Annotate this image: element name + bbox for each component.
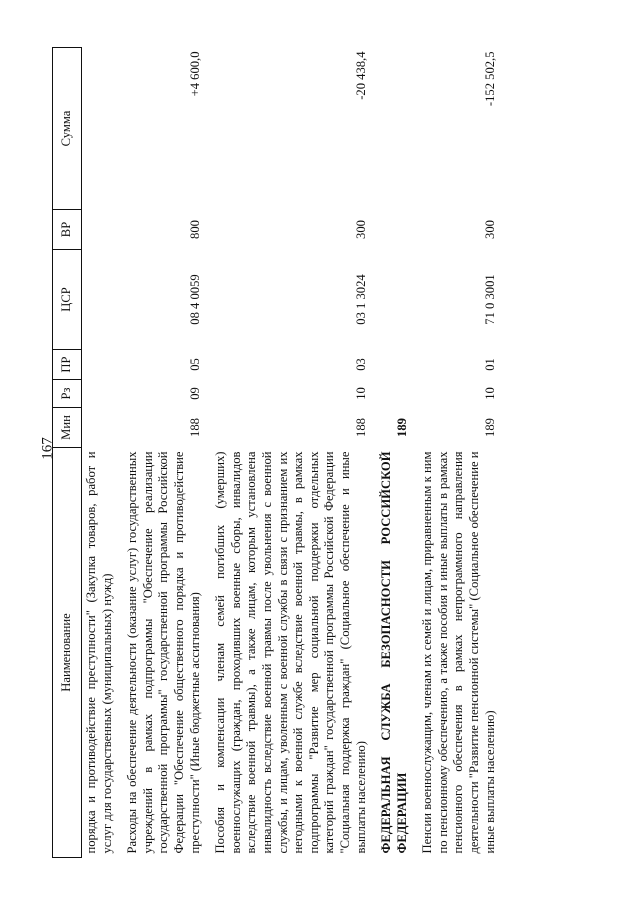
row-vr: 800 (187, 220, 202, 239)
row-rz (82, 380, 118, 408)
page-number: 167 (39, 437, 56, 460)
header-min: Мин (53, 408, 82, 448)
row-pr: 01 (482, 358, 497, 371)
row-vr (377, 210, 412, 250)
row-rz (377, 380, 412, 408)
header-sum: Сумма (53, 48, 82, 210)
header-csr: ЦСР (53, 250, 82, 350)
row-vr: 300 (353, 220, 368, 239)
row-sum: -20 438,4 (353, 51, 368, 100)
row-min (82, 408, 118, 448)
row-sum: +4 600,0 (187, 51, 202, 97)
row-rz: 09 (187, 387, 202, 400)
table-row (377, 48, 412, 858)
table-row (211, 48, 371, 858)
row-rz: 10 (482, 387, 497, 400)
row-name: Пособия и компенсации членам семей погибших (умерших) военнослужащих (граждан, проходивших военные сборы, инвалидов вследствие военной травмы), а также лицам, которым установлена инвалидность вследствие военной травмы после увольнения с военной службы, и лицам, уволенным с военной службы в связи с признанием их негодными к военной службе вследствие военной травмы, в рамках подпрограммы "Развитие мер социальной поддержки отдельных категорий граждан" государственной программы Российской Федерации "Социальная поддержка граждан" (Социальное обеспечение и иные выплаты населению) (213, 451, 368, 854)
header-name: Наименование (53, 448, 82, 858)
row-csr: 08 4 0059 (187, 274, 202, 325)
row-min: 188 (187, 418, 202, 437)
row-name-ministry: ФЕДЕРАЛЬНАЯ СЛУЖБА БЕЗОПАСНОСТИ РОССИЙСКОЙ ФЕДЕРАЦИИ (379, 451, 409, 854)
table-header-row (53, 48, 82, 858)
row-min: 188 (353, 418, 368, 437)
table-row (418, 48, 500, 858)
row-name: порядка и противодействие преступности" (Закупка товаров, работ и услуг для государственных (муниципальных) нужд) (84, 451, 114, 854)
row-csr (377, 250, 412, 350)
row-pr: 03 (353, 358, 368, 371)
table-row (82, 48, 118, 858)
row-name: Пенсии военнослужащим, членам их семей и лицам, приравненным к ним по пенсионному обеспечению, а также пособия и иные выплаты в рамках пенсионного обеспечения в рамках непрограммного направления деятельности "Развитие пенсионной системы" (Социальное обеспечение и иные выплаты населению) (420, 451, 497, 854)
header-rz: Рз (53, 380, 82, 408)
row-rz: 10 (353, 387, 368, 400)
row-sum (377, 48, 412, 210)
row-csr: 71 0 3001 (482, 274, 497, 325)
row-min: 189 (482, 418, 497, 437)
row-vr: 300 (482, 220, 497, 239)
table-row (123, 48, 205, 858)
row-sum (82, 48, 118, 210)
row-csr (82, 250, 118, 350)
rotated-table-container (52, 48, 587, 858)
row-min: 189 (394, 418, 409, 437)
row-vr (82, 210, 118, 250)
row-pr: 05 (187, 358, 202, 371)
row-name: Расходы на обеспечение деятельности (оказание услуг) государственных учреждений в рамках подпрограммы "Обеспечение реализации государственной программы" государственной программы Российской Федерации "Обеспечение общественного порядка и противодействие преступности" (Иные бюджетные ассигнования) (125, 451, 202, 854)
row-csr: 03 1 3024 (353, 274, 368, 325)
row-pr (377, 350, 412, 380)
row-pr (82, 350, 118, 380)
row-sum: -152 502,5 (482, 51, 497, 107)
budget-table (52, 47, 500, 858)
header-pr: ПР (53, 350, 82, 380)
header-vr: ВР (53, 210, 82, 250)
